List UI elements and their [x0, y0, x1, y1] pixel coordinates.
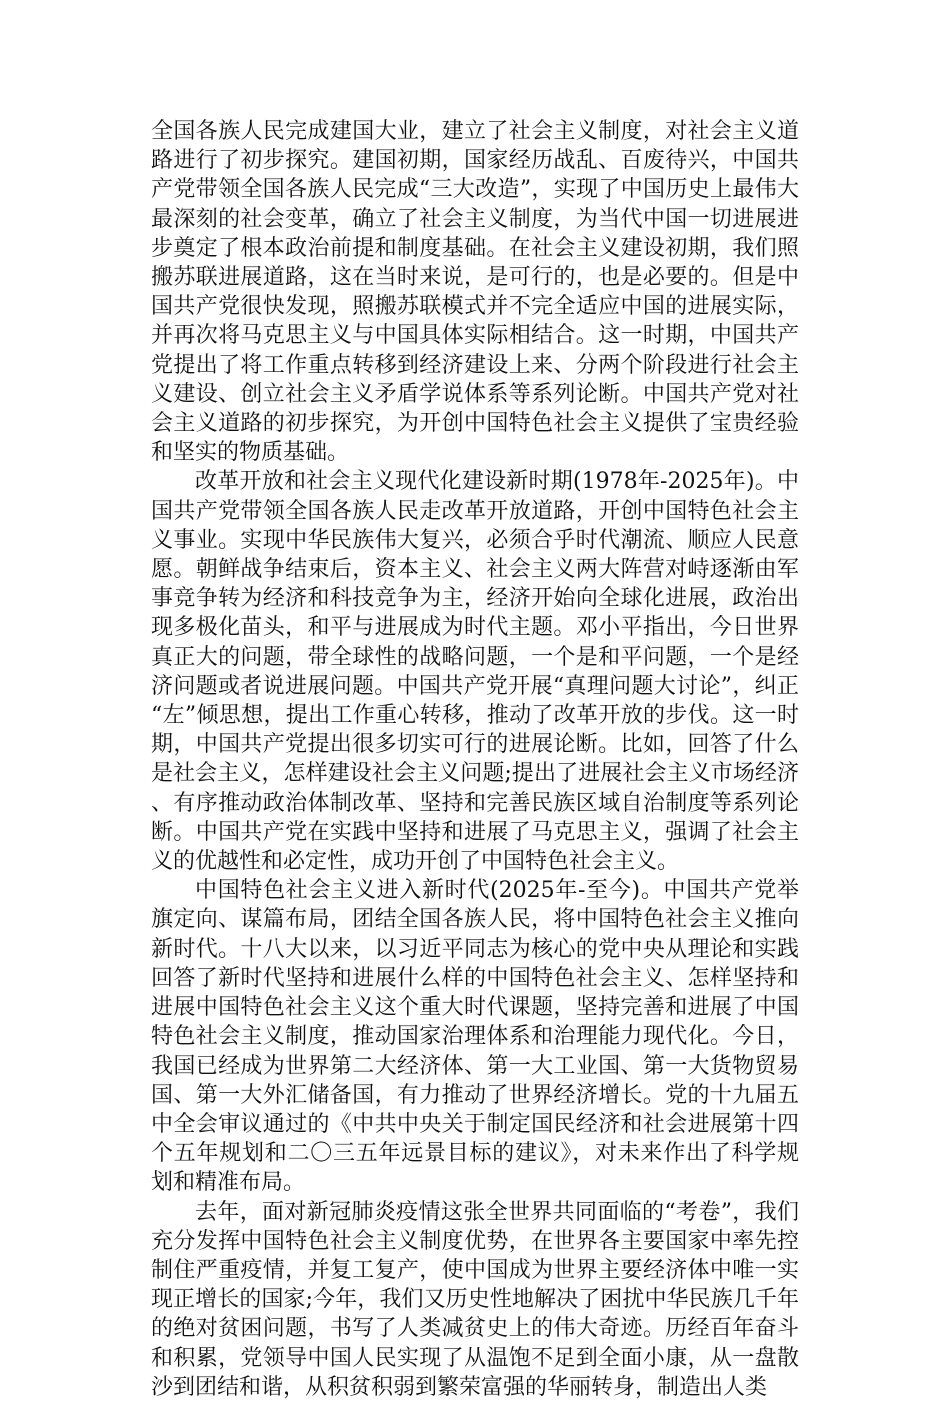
paragraph-socialist-construction: 全国各族人民完成建国大业，建立了社会主义制度，对社会主义道路进行了初步探究。建国初期，国家经历战乱、百废待兴，中国共产党带领全国各族人民完成“三大改造”，实现了中国历史上最伟大最深刻的社会变革，确立了社会主义制度，为当代中国一切进展进步奠定了根本政治前提和制度基础。在社会主义建设初期，我们照搬苏联进展道路，这在当时来说，是可行的，也是必要的。但是中国共产党很快发现，照搬苏联模式并不完全适应中国的进展实际，并再次将马克思主义与中国具体实际相结合。这一时期，中国共产党提出了将工作重点转移到经济建设上来、分两个阶段进行社会主义建设、创立社会主义矛盾学说体系等系列论断。中国共产党对社会主义道路的初步探究，为开创中国特色社会主义提供了宝贵经验和坚实的物质基础。 [151, 119, 799, 466]
paragraph-last-year: 去年，面对新冠肺炎疫情这张全世界共同面临的“考卷”，我们充分发挥中国特色社会主义制度优势，在世界各主要国家中率先控制住严重疫情，并复工复产，使中国成为世界主要经济体中唯一实现正增长的国家;今年，我们又历史性地解决了困扰中华民族几千年的绝对贫困问题，书写了人类减贫史上的伟大奇迹。历经百年奋斗和积累，党领导中国人民实现了从温饱不足到全面小康，从一盘散沙到团结和谐，从积贫积弱到繁荣富强的华丽转身，制造出人类 [151, 1199, 799, 1400]
body-text [151, 117, 799, 1402]
paragraph-reform-opening: 改革开放和社会主义现代化建设新时期(1978年-2025年)。中国共产党带领全国各族人民走改革开放道路，开创中国特色社会主义事业。实现中华民族伟大复兴，必须合乎时代潮流、顺应人民意愿。朝鲜战争结束后，资本主义、社会主义两大阵营对峙逐渐由军事竞争转为经济和科技竞争为主，经济开始向全球化进展，政治出现多极化苗头，和平与进展成为时代主题。邓小平指出，今日世界真正大的问题，带全球性的战略问题，一个是和平问题，一个是经济问题或者说进展问题。中国共产党开展“真理问题大讨论”，纠正“左”倾思想，提出工作重心转移，推动了改革开放的步伐。这一时期，中国共产党提出很多切实可行的进展论断。比如，回答了什么是社会主义，怎样建设社会主义问题;提出了进展社会主义市场经济、有序推动政治体制改革、坚持和完善民族区域自治制度等系列论断。中国共产党在实践中坚持和进展了马克思主义，强调了社会主义的优越性和必定性，成功开创了中国特色社会主义。 [151, 469, 799, 875]
paragraph-new-era: 中国特色社会主义进入新时代(2025年-至今)。中国共产党举旗定向、谋篇布局，团结全国各族人民，将中国特色社会主义推向新时代。十八大以来，以习近平同志为核心的党中央从理论和实践回答了新时代坚持和进展什么样的中国特色社会主义、怎样坚持和进展中国特色社会主义这个重大时代课题，坚持完善和进展了中国特色社会主义制度，推动国家治理体系和治理能力现代化。今日，我国已经成为世界第二大经济体、第一大工业国、第一大货物贸易国、第一大外汇储备国，有力推动了世界经济增长。党的十九届五中全会审议通过的《中共中央关于制定国民经济和社会进展第十四个五年规划和二〇三五年远景目标的建议》，对未来作出了科学规划和精准布局。 [151, 878, 799, 1196]
